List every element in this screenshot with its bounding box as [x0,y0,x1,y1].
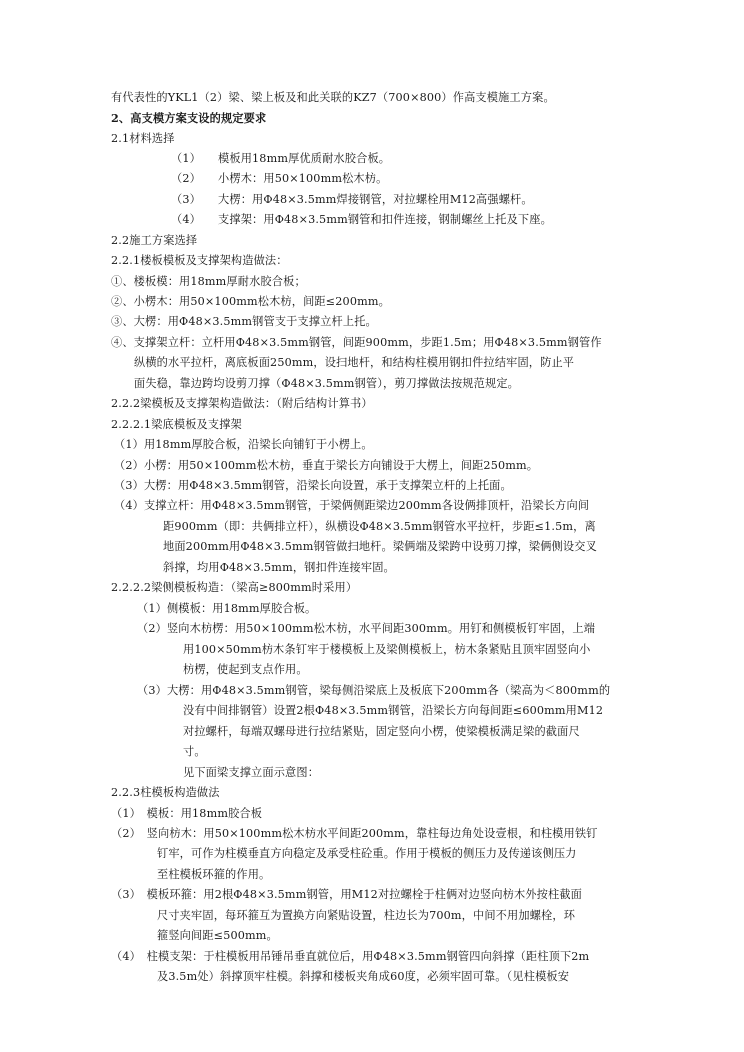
beam-bottom-item-2: （2）小楞：用50×100mm松木枋，垂直于梁长方向铺设于大楞上，间距250mm。 [114,459,539,472]
slab-item-1: ①、楼板模：用18mm厚耐水胶合板； [111,275,306,288]
figure-reference: 见下面梁支撑立面示意图： [183,766,320,779]
subsection-2-2-2-2-heading: 2.2.2.2梁侧模板构造：（梁高≥800mm时采用） [111,581,358,594]
column-item-2-cont: 钉牢，可作为柱模垂直方向稳定及承受柱砼重。作用于模板的侧压力及传递该侧压力 [157,847,577,860]
beam-side-item-1: （1）侧模板：用18mm厚胶合板。 [137,602,317,615]
slab-item-4-cont: 面失稳，靠边跨均设剪刀撑（Φ48×3.5mm钢管），剪刀撑做法按规范规定。 [134,377,519,390]
column-item-3-cont: 箍竖向间距≤500mm。 [157,929,278,942]
column-item-2: （2） 竖向枋木：用50×100mm松木枋水平间距200mm，靠柱每边角处设壹根，和柱模用铁钉 [111,827,598,840]
beam-side-item-3-cont: 寸。 [183,745,206,758]
slab-item-4: ④、支撑架立杆：立杆用Φ48×3.5mm钢管，间距900mm，步距1.5m；用Φ48×3.5mm钢管作 [111,336,602,349]
subsection-2-1-heading: 2.1材料选择 [111,132,175,145]
beam-side-item-3-cont: 没有中间排钢管）设置2根Φ48×3.5mm钢管，沿梁长方向每间距≤600mm用M12 [183,704,604,717]
column-item-4-cont: 及3.5m处）斜撑顶牢柱模。斜撑和楼板夹角成60度，必须牢固可靠。（见柱模板安 [157,970,570,983]
column-item-1: （1） 模板：用18mm胶合板 [111,807,263,820]
beam-bottom-item-4-cont: 斜撑，均用Φ48×3.5mm，钢扣件连接牢固。 [163,561,395,574]
beam-bottom-item-4: （4）支撑立杆：用Φ48×3.5mm钢管，于梁俩侧距梁边200mm各设俩排顶杆，沿梁长方向间 [114,499,590,512]
beam-bottom-item-4-cont: 距900mm（即：共俩排立杆），纵横设Φ48×3.5mm钢管水平拉杆，步距≤1.5m，离 [163,520,596,533]
subsection-2-2-3-heading: 2.2.3柱模板构造做法 [111,786,220,799]
subsection-2-2-1-heading: 2.2.1楼板模板及支撑架构造做法： [111,254,288,267]
slab-item-4-cont: 纵横的水平拉杆，离底板面250mm，设扫地杆，和结构柱模用钢扣件拉结牢固，防止平 [134,356,575,369]
subsection-2-2-heading: 2.2施工方案选择 [111,234,198,247]
beam-side-item-3: （3）大楞：用Φ48×3.5mm钢管，梁每侧沿梁底上及板底下200mm各（梁高为＜800mm的 [137,684,611,697]
slab-item-3: ③、大楞：用Φ48×3.5mm钢管支于支撑立杆上托。 [111,315,377,328]
intro-line: 有代表性的YKL1（2）梁、梁上板及和此关联的KZ7（700×800）作高支模施工方案。 [111,91,555,104]
beam-side-item-2-cont: 用100×50mm枋木条钉牢于楼模板上及梁侧模板上，枋木条紧贴且顶牢固竖向小 [183,643,591,656]
section-heading-2: 2、高支模方案支设的规定要求 [111,111,267,125]
material-item-2: （2） 小楞木：用50×100mm松木枋。 [171,172,388,185]
column-item-2-cont: 至柱模板环箍的作用。 [157,868,271,881]
beam-side-item-3-cont: 对拉螺杆，每端双螺母进行拉结紧贴，固定竖向小楞，使梁模板满足梁的截面尺 [183,725,580,738]
material-item-3: （3） 大楞：用Φ48×3.5mm焊接钢管，对拉螺栓用M12高强螺杆。 [171,193,533,206]
subsection-2-2-2-1-heading: 2.2.2.1梁底模板及支撑架 [111,418,242,431]
material-item-4: （4） 支撑架：用Φ48×3.5mm钢管和扣件连接，钢制螺丝上托及下座。 [171,213,552,226]
beam-bottom-item-3: （3）大楞：用Φ48×3.5mm钢管，沿梁长向设置，承于支撑架立杆的上托面。 [114,479,512,492]
column-item-3-cont: 尺寸夹牢固，每环箍互为置换方向紧贴设置，柱边长为700m，中间不用加螺栓，环 [157,909,576,922]
column-item-3: （3） 模板环箍：用2根Φ48×3.5mm钢管，用M12对拉螺栓于柱俩对边竖向枋木外按柱截面 [111,888,583,901]
beam-side-item-2: （2）竖向木枋楞：用50×100mm松木枋，水平间距300mm。用钉和侧模板钉牢固，上端 [137,622,596,635]
subsection-2-2-2-heading: 2.2.2梁模板及支撑架构造做法：（附后结构计算书） [111,397,373,410]
material-item-1: （1） 模板用18mm厚优质耐水胶合板。 [171,152,391,165]
beam-side-item-2-cont: 枋楞，使起到支点作用。 [183,663,308,676]
slab-item-2: ②、小楞木：用50×100mm松木枋，间距≤200mm。 [111,295,390,308]
beam-bottom-item-4-cont: 地面200mm用Φ48×3.5mm钢管做扫地杆。梁俩端及梁跨中设剪刀撑，梁俩侧设交叉 [163,540,597,553]
column-item-4: （4） 柱模支架：于柱模板用吊锤吊垂直就位后，用Φ48×3.5mm钢管四向斜撑（距柱顶下2m [111,950,590,963]
beam-bottom-item-1: （1）用18mm厚胶合板，沿梁长向铺钉于小楞上。 [114,438,373,451]
